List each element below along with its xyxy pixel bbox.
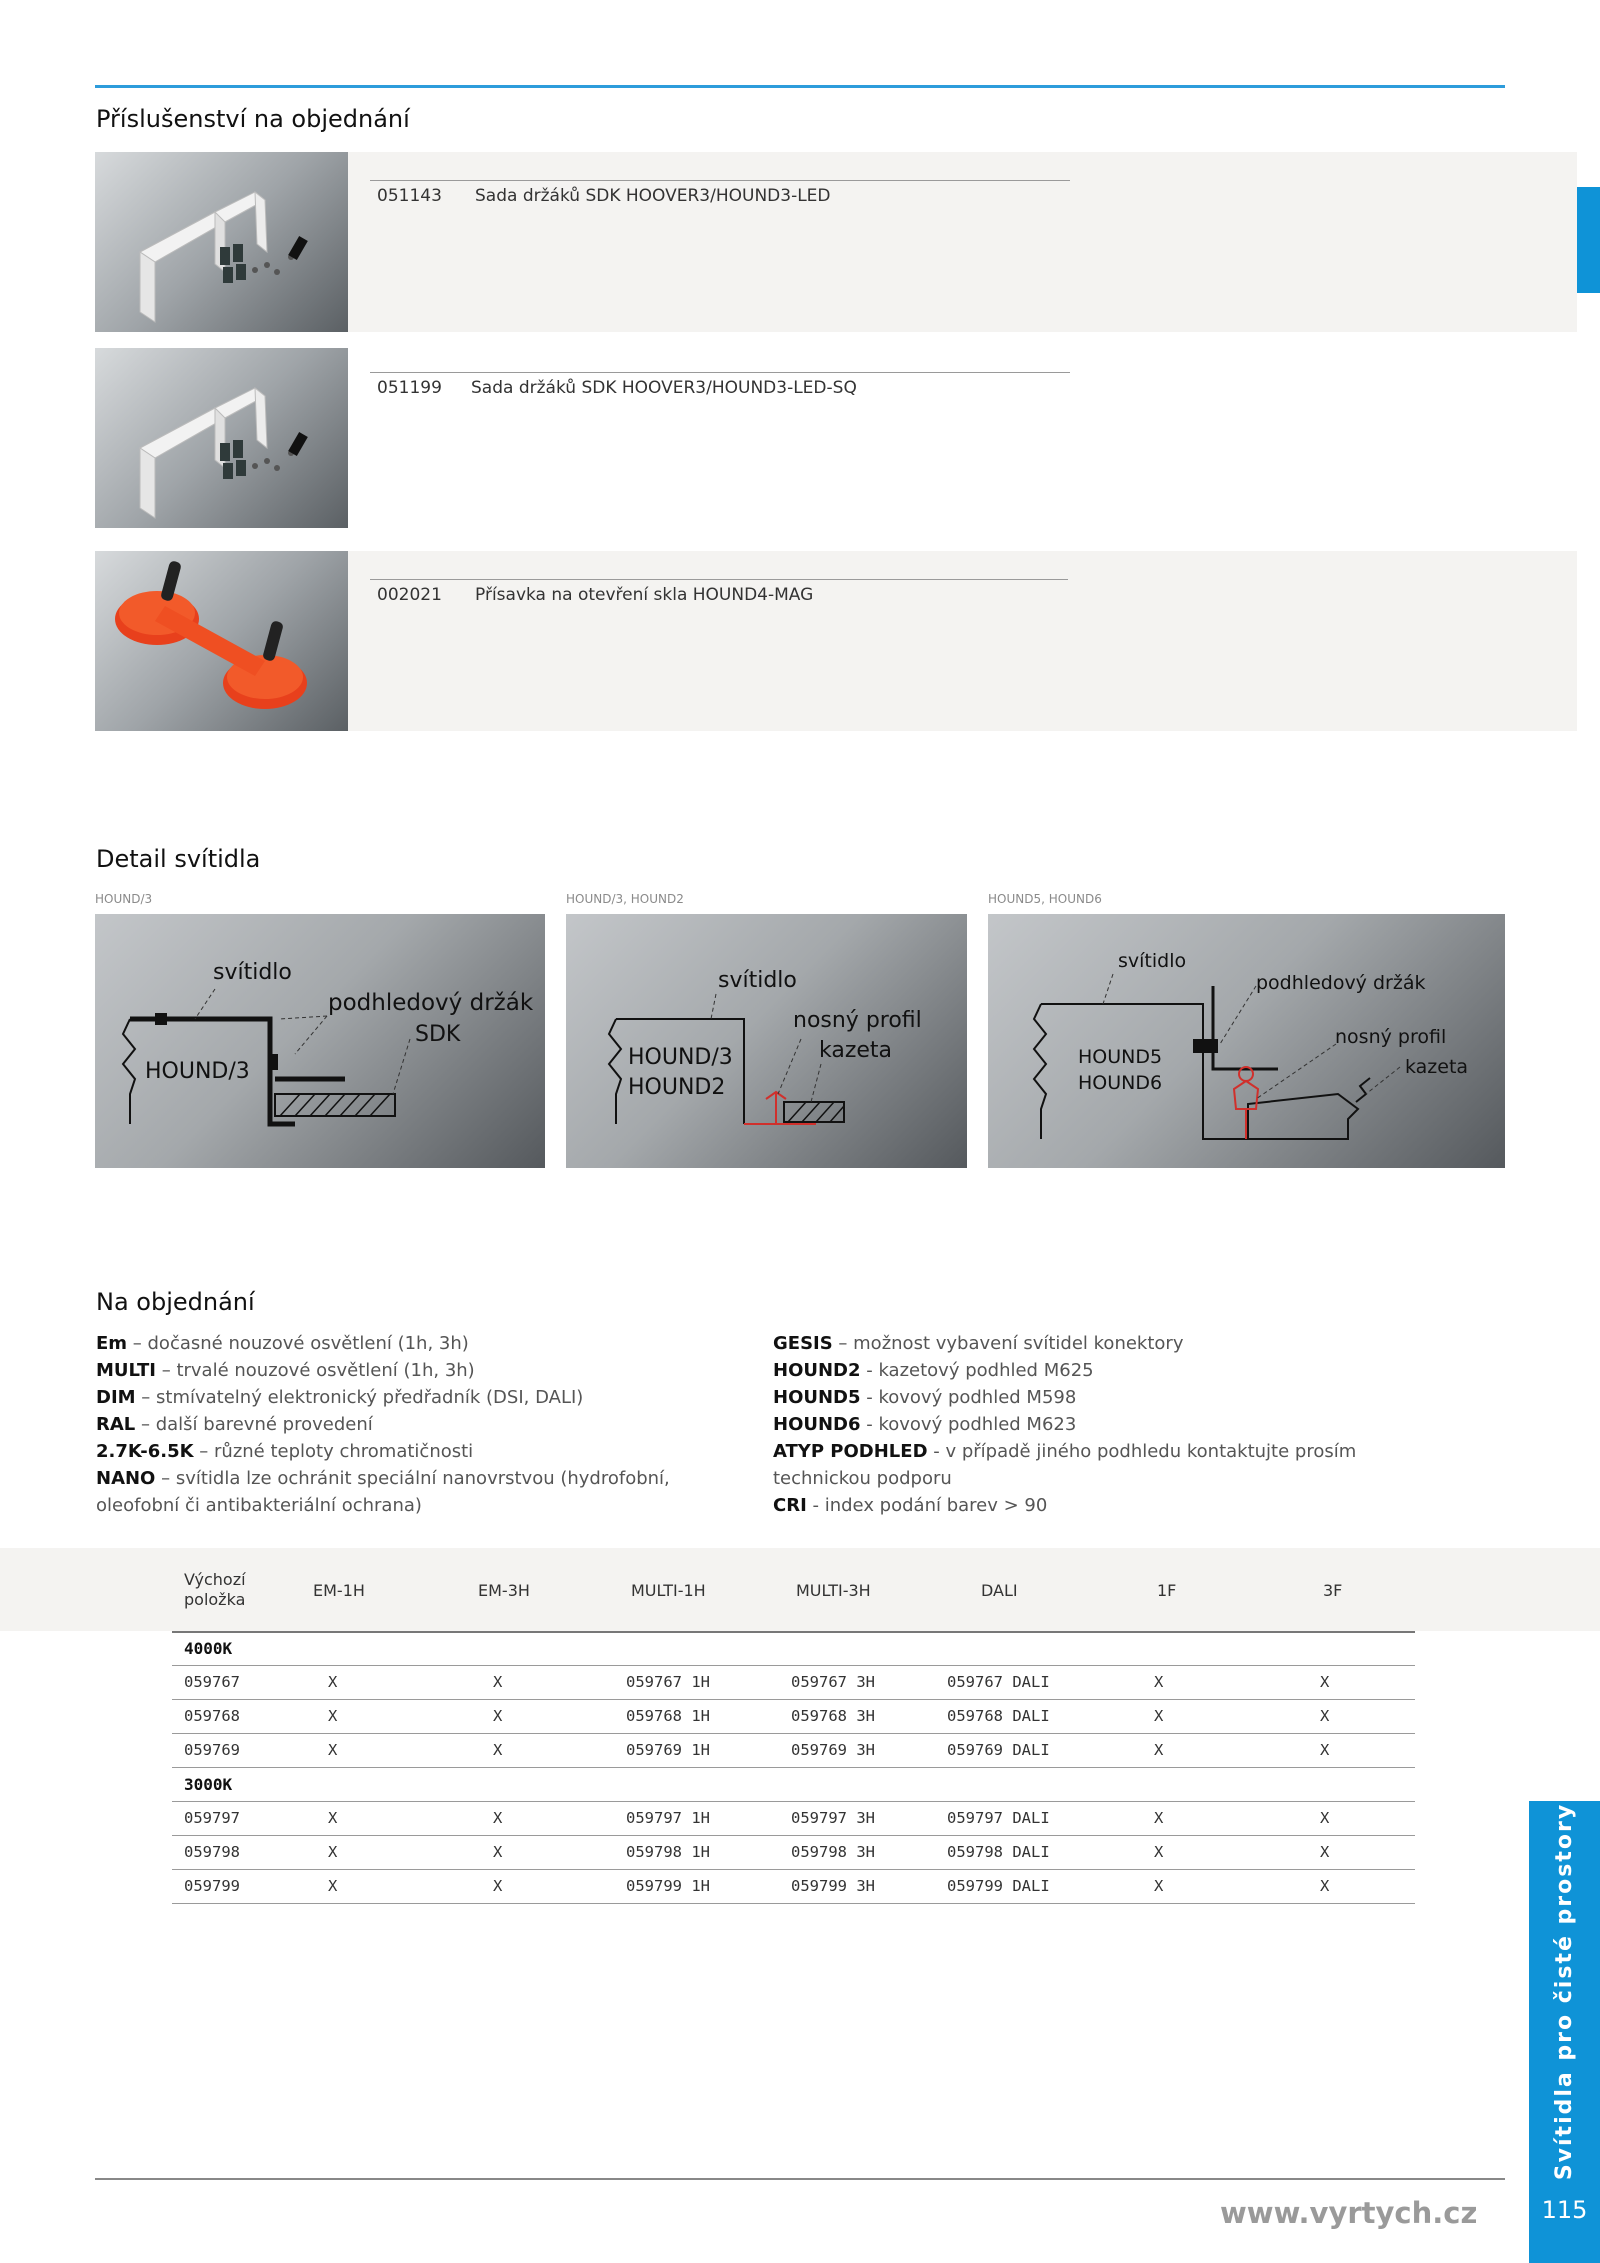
table-row-divider xyxy=(172,1801,1415,1802)
table-cell: X xyxy=(328,1707,338,1725)
order-item: HOUND6 - kovový podhled M623 xyxy=(773,1414,1077,1435)
order-item: NANO – svítidla lze ochránit speciální nanovrstvou (hydrofobní, xyxy=(96,1468,670,1489)
diagram-text: nosný profil xyxy=(793,1008,922,1033)
table-cell: X xyxy=(1320,1707,1330,1725)
table-row-divider xyxy=(172,1835,1415,1836)
order-item: HOUND2 - kazetový podhled M625 xyxy=(773,1360,1094,1381)
diagram-label: HOUND/3, HOUND2 xyxy=(566,892,684,906)
table-group-label: 4000K xyxy=(184,1639,233,1658)
order-item: GESIS – možnost vybavení svítidel konektory xyxy=(773,1333,1184,1354)
diagram-text: HOUND5 xyxy=(1078,1046,1163,1068)
table-row-divider xyxy=(172,1869,1415,1870)
diagram-hound3 xyxy=(95,914,545,1168)
table-row-divider xyxy=(172,1733,1415,1734)
diagram-label: HOUND5, HOUND6 xyxy=(988,892,1102,906)
website-url: www.vyrtych.cz xyxy=(1220,2196,1478,2230)
order-item: DIM – stmívatelný elektronický předřadník (DSI, DALI) xyxy=(96,1387,584,1408)
table-cell: 059799 3H xyxy=(791,1877,875,1895)
diagram-text: svítidlo xyxy=(718,968,797,993)
table-cell: 059799 DALI xyxy=(947,1877,1050,1895)
accessory-code: 051199 xyxy=(377,378,442,398)
accessory-code: 051143 xyxy=(377,186,442,206)
table-cell: X xyxy=(1154,1877,1164,1895)
accessory-row xyxy=(95,348,1577,528)
diagram-hound3-hound2 xyxy=(566,914,967,1168)
accessory-code: 002021 xyxy=(377,585,442,605)
table-cell: 059769 xyxy=(184,1741,240,1759)
table-cell: 059798 3H xyxy=(791,1843,875,1861)
table-cell: X xyxy=(493,1877,503,1895)
table-cell: 059769 3H xyxy=(791,1741,875,1759)
accessory-name: Sada držáků SDK HOOVER3/HOUND3-LED-SQ xyxy=(471,378,857,398)
table-cell: X xyxy=(1154,1707,1164,1725)
page-number: 115 xyxy=(1541,2196,1588,2224)
diagram-text: podhledový držák xyxy=(1256,972,1426,994)
diagram-text: kazeta xyxy=(1405,1056,1469,1078)
table-cell: X xyxy=(1154,1843,1164,1861)
table-cell: X xyxy=(1154,1809,1164,1827)
table-cell: 059768 3H xyxy=(791,1707,875,1725)
diagram-text: HOUND/3 xyxy=(628,1045,733,1070)
table-cell: X xyxy=(328,1843,338,1861)
diagram-text: HOUND2 xyxy=(628,1075,726,1100)
table-cell: X xyxy=(328,1877,338,1895)
order-item: ATYP PODHLED - v případě jiného podhledu kontaktujte prosím xyxy=(773,1441,1357,1462)
table-header: 3F xyxy=(1323,1581,1343,1600)
diagram-label: HOUND/3 xyxy=(95,892,153,906)
table-row-divider xyxy=(172,1631,1415,1633)
table-cell: 059798 DALI xyxy=(947,1843,1050,1861)
side-tab-label: Svítidla pro čisté prostory xyxy=(1552,1802,1578,2180)
detail-title: Detail svítidla xyxy=(96,845,261,873)
table-header: MULTI-3H xyxy=(796,1581,871,1600)
order-list-left xyxy=(96,1330,736,1519)
order-item: RAL – další barevné provedení xyxy=(96,1414,373,1435)
diagram-text: HOUND6 xyxy=(1078,1072,1163,1094)
suction-cup-image xyxy=(95,551,348,731)
order-item: Em – dočasné nouzové osvětlení (1h, 3h) xyxy=(96,1333,469,1354)
side-tab-label-wrap xyxy=(1529,1801,1600,2181)
order-title: Na objednání xyxy=(96,1288,255,1316)
accessory-row xyxy=(95,551,1577,731)
table-cell: 059798 xyxy=(184,1843,240,1861)
diagram-text: SDK xyxy=(415,1022,461,1047)
diagram-hound5-hound6 xyxy=(988,914,1505,1168)
order-item: MULTI – trvalé nouzové osvětlení (1h, 3h) xyxy=(96,1360,475,1381)
diagram-text: HOUND/3 xyxy=(145,1059,250,1084)
diagram-text: svítidlo xyxy=(1118,950,1187,972)
table-cell: X xyxy=(1320,1673,1330,1691)
table-header: DALI xyxy=(981,1581,1018,1600)
accessories-title: Příslušenství na objednání xyxy=(96,105,410,133)
accessory-name: Přísavka na otevření skla HOUND4-MAG xyxy=(475,585,814,605)
table-cell: 059768 DALI xyxy=(947,1707,1050,1725)
table-header: 1F xyxy=(1157,1581,1177,1600)
table-cell: 059767 1H xyxy=(626,1673,710,1691)
table-cell: 059769 1H xyxy=(626,1741,710,1759)
diagram-text: svítidlo xyxy=(213,960,292,985)
table-cell: X xyxy=(328,1741,338,1759)
order-item: HOUND5 - kovový podhled M598 xyxy=(773,1387,1077,1408)
table-cell: 059797 DALI xyxy=(947,1809,1050,1827)
table-row-divider xyxy=(172,1767,1415,1768)
table-cell: 059797 1H xyxy=(626,1809,710,1827)
table-row-divider xyxy=(172,1665,1415,1666)
table-cell: 059767 xyxy=(184,1673,240,1691)
bracket-set-image xyxy=(95,348,348,528)
table-row-divider xyxy=(172,1699,1415,1700)
table-cell: 059797 3H xyxy=(791,1809,875,1827)
table-cell: X xyxy=(493,1741,503,1759)
table-cell: X xyxy=(328,1809,338,1827)
diagram-text: nosný profil xyxy=(1335,1026,1447,1048)
table-cell: X xyxy=(1320,1877,1330,1895)
table-header: EM-1H xyxy=(313,1581,365,1600)
table-cell: 059799 1H xyxy=(626,1877,710,1895)
table-cell: 059797 xyxy=(184,1809,240,1827)
table-header: MULTI-1H xyxy=(631,1581,706,1600)
top-rule xyxy=(95,85,1505,88)
accessory-row xyxy=(95,152,1577,332)
table-cell: X xyxy=(1320,1809,1330,1827)
table-cell: X xyxy=(1320,1741,1330,1759)
table-row-divider xyxy=(172,1903,1415,1904)
accessory-divider xyxy=(370,579,1068,580)
table-cell: X xyxy=(328,1673,338,1691)
diagram-text: kazeta xyxy=(819,1038,893,1063)
table-cell: 059768 xyxy=(184,1707,240,1725)
table-cell: 059767 DALI xyxy=(947,1673,1050,1691)
order-item: 2.7K-6.5K – různé teploty chromatičnosti xyxy=(96,1441,474,1462)
table-cell: X xyxy=(493,1673,503,1691)
table-cell: X xyxy=(493,1843,503,1861)
order-item: oleofobní či antibakteriální ochrana) xyxy=(96,1495,422,1516)
table-cell: 059798 1H xyxy=(626,1843,710,1861)
table-header: EM-3H xyxy=(478,1581,530,1600)
table-cell: 059767 3H xyxy=(791,1673,875,1691)
order-list-right xyxy=(773,1330,1453,1519)
accessory-name: Sada držáků SDK HOOVER3/HOUND3-LED xyxy=(475,186,831,206)
table-cell: 059768 1H xyxy=(626,1707,710,1725)
table-cell: X xyxy=(493,1707,503,1725)
table-cell: X xyxy=(1154,1741,1164,1759)
order-item: technickou podporu xyxy=(773,1468,952,1489)
order-item: CRI - index podání barev > 90 xyxy=(773,1495,1048,1516)
diagram-text: podhledový držák xyxy=(328,990,534,1016)
table-header: Výchozí položka xyxy=(184,1570,246,1609)
table-cell: 059799 xyxy=(184,1877,240,1895)
table-cell: X xyxy=(1320,1843,1330,1861)
table-cell: X xyxy=(1154,1673,1164,1691)
accessory-divider xyxy=(370,180,1070,181)
table-group-label: 3000K xyxy=(184,1775,233,1794)
table-cell: 059769 DALI xyxy=(947,1741,1050,1759)
footer-rule xyxy=(95,2178,1505,2180)
bracket-set-image xyxy=(95,152,348,332)
accessory-divider xyxy=(370,372,1070,373)
table-cell: X xyxy=(493,1809,503,1827)
